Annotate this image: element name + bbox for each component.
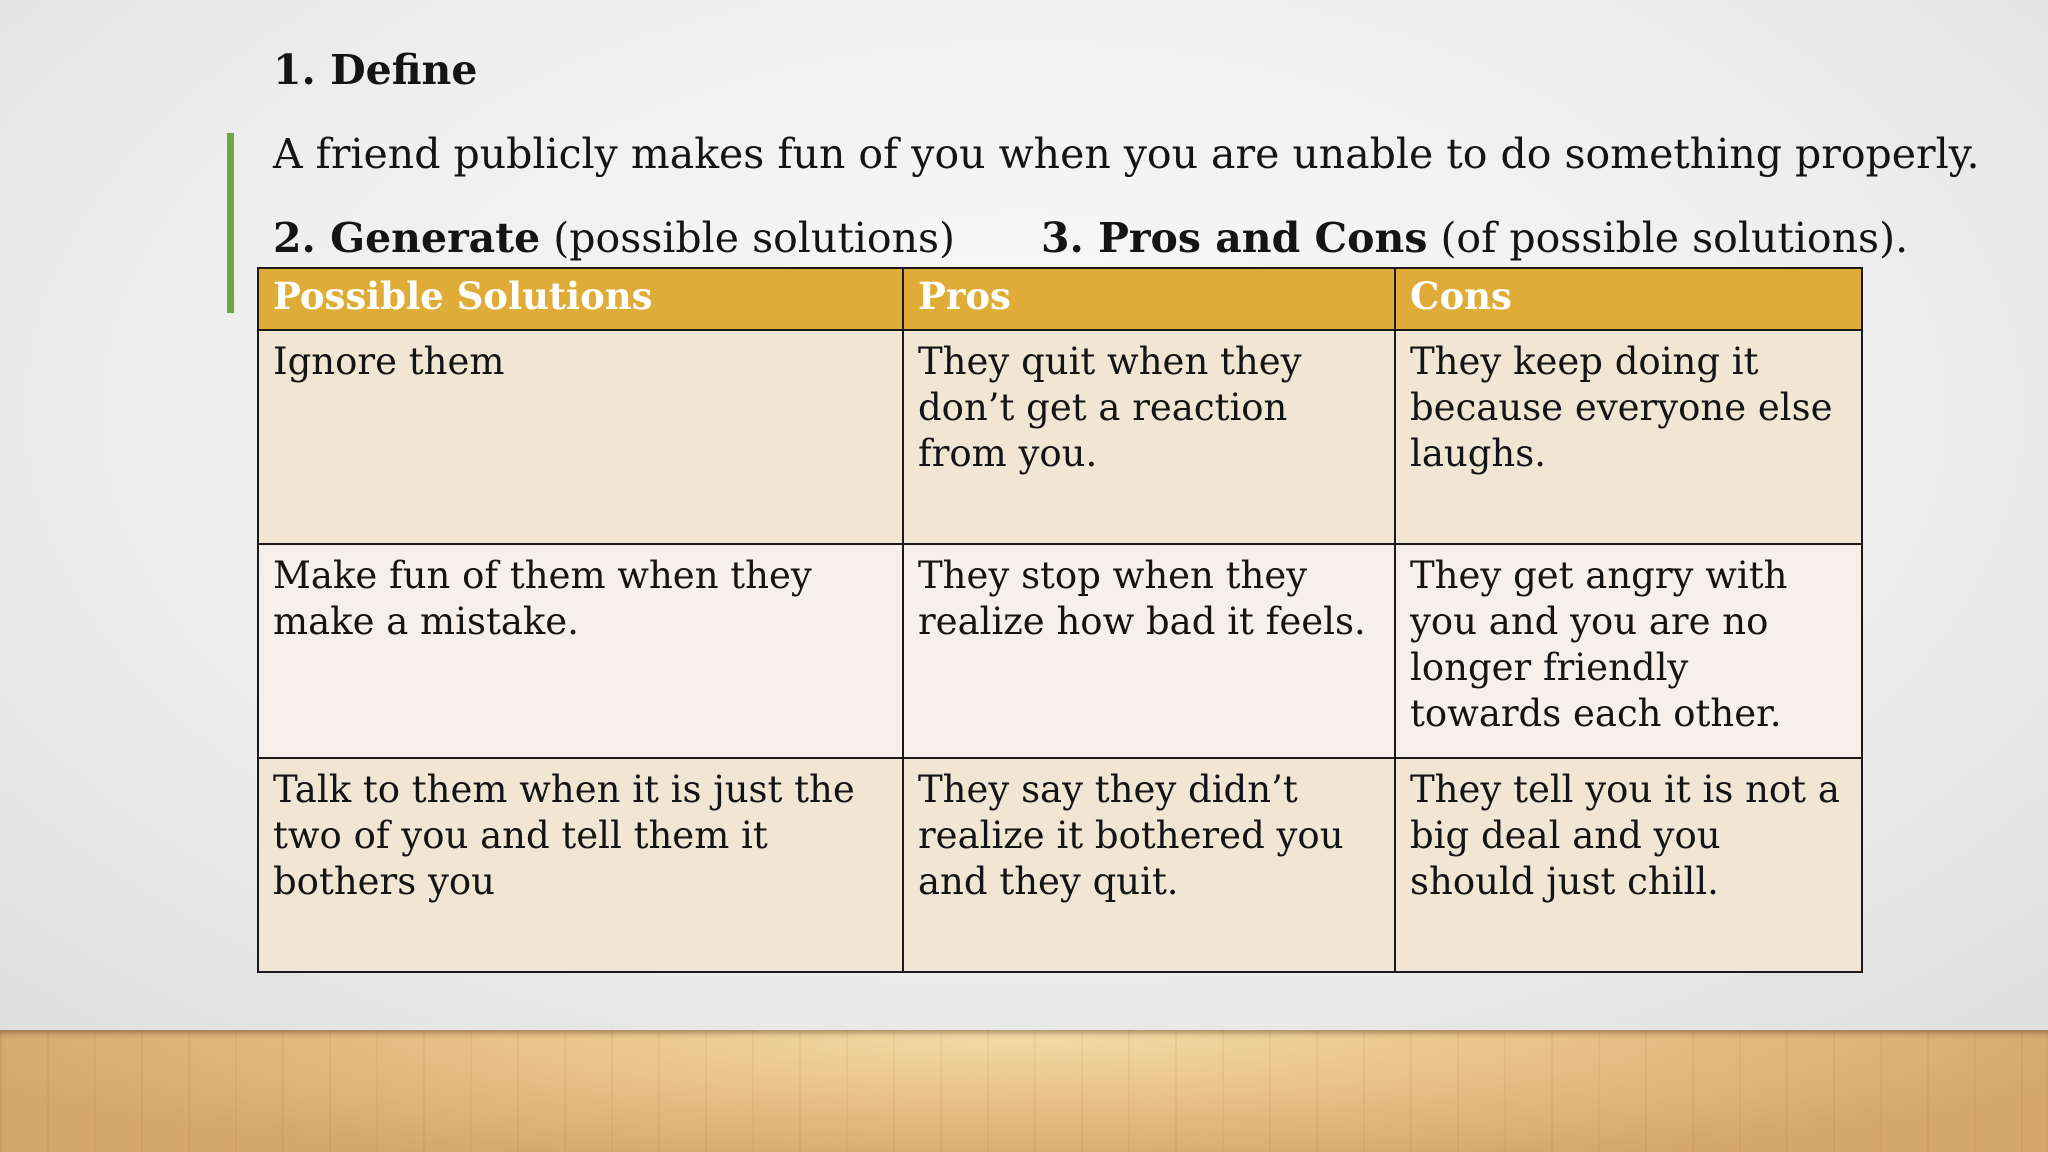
step-pros-cons-note: (of possible solutions). [1427,214,1909,262]
wood-floor-background [0,1030,2048,1152]
step-generate-heading [273,214,955,262]
table-row [258,330,1862,544]
problem-definition: A friend publicly makes fun of you when you are unable to do something properly. [273,130,1980,178]
cons-cell: They keep doing it because everyone else laughs. [1395,330,1862,544]
step-pros-cons-heading [1041,214,1908,262]
solutions-table [257,267,1863,973]
cons-cell: They tell you it is not a big deal and you should just chill. [1395,758,1862,972]
pros-cell: They quit when they don’t get a reaction from you. [903,330,1395,544]
pros-cell: They say they didn’t realize it bothered you and they quit. [903,758,1395,972]
step-generate-note: (possible solutions) [540,214,956,262]
solution-cell: Make fun of them when they make a mistake. [258,544,903,758]
step-pros-cons-label: 3. Pros and Cons [1041,214,1428,262]
step-define-heading: 1. Define [273,46,478,94]
header-cons: Cons [1395,268,1862,330]
table-row [258,544,1862,758]
header-possible-solutions: Possible Solutions [258,268,903,330]
solution-cell: Ignore them [258,330,903,544]
step-generate-label: 2. Generate [273,214,541,262]
accent-bar [227,133,234,313]
table-header-row [258,268,1862,330]
cons-cell: They get angry with you and you are no longer friendly towards each other. [1395,544,1862,758]
pros-cell: They stop when they realize how bad it feels. [903,544,1395,758]
solution-cell: Talk to them when it is just the two of you and tell them it bothers you [258,758,903,972]
table-row [258,758,1862,972]
header-pros: Pros [903,268,1395,330]
